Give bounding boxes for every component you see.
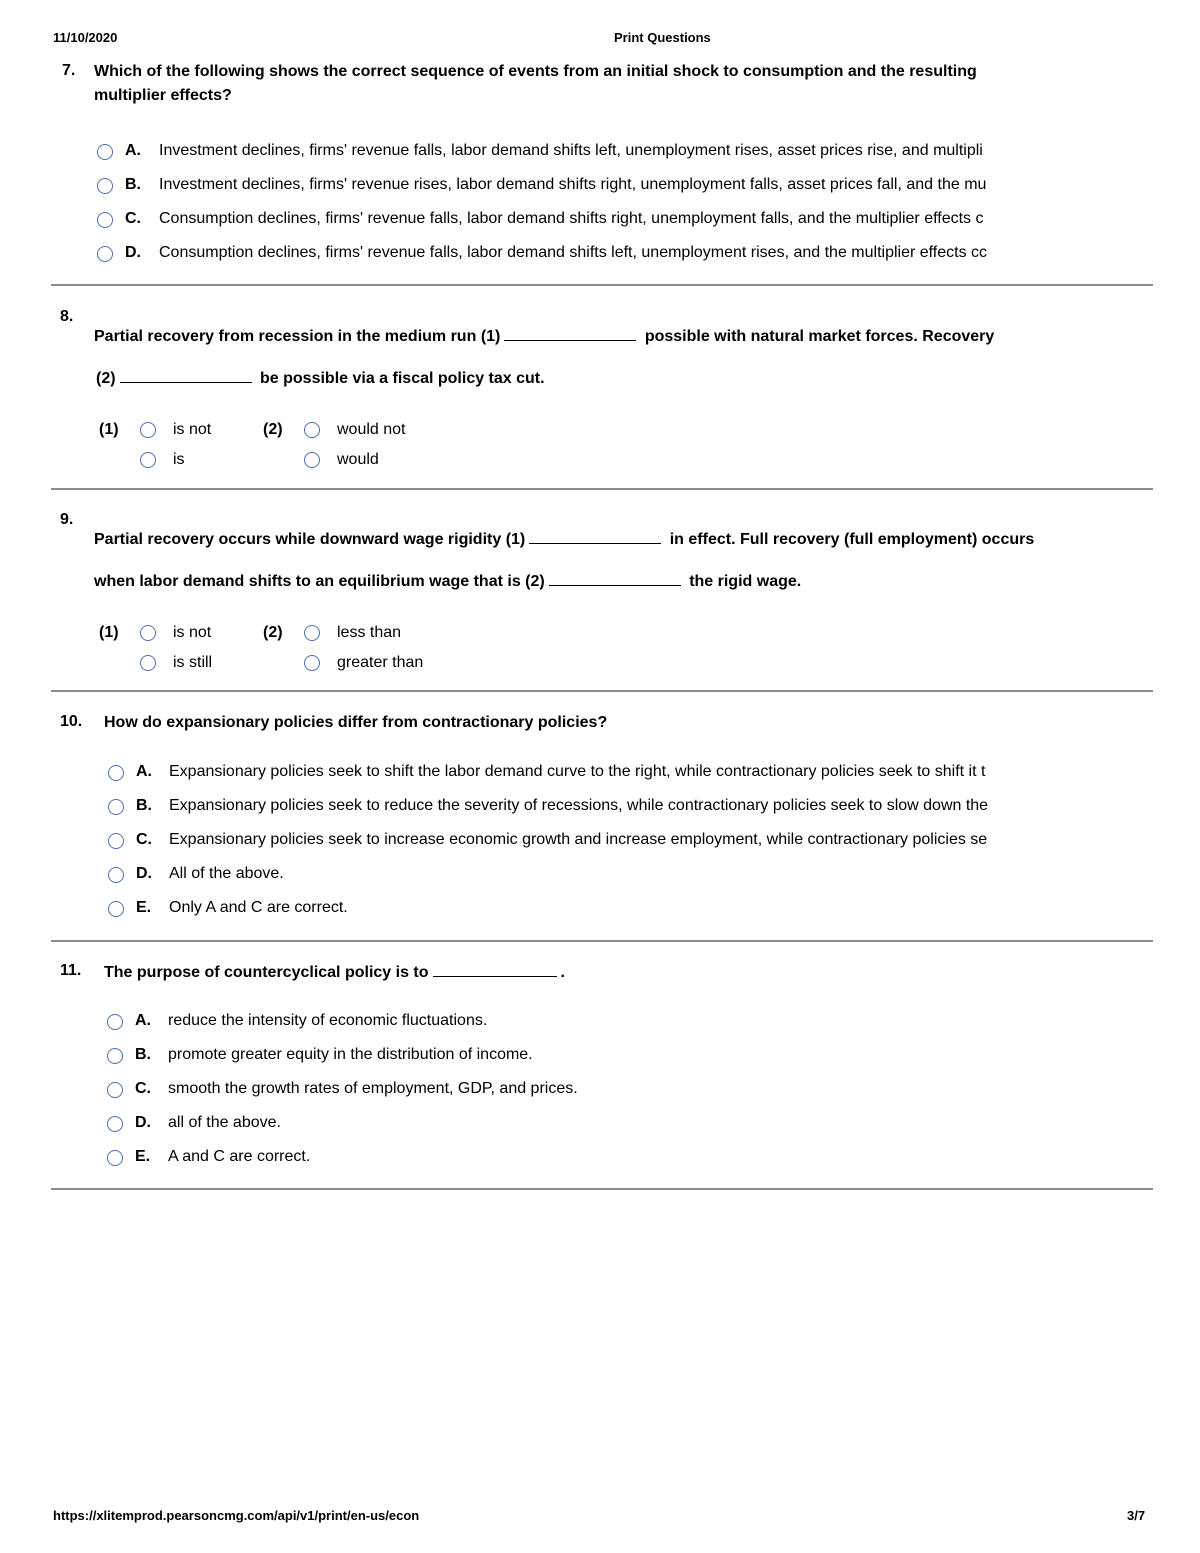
radio-button[interactable] <box>97 212 113 228</box>
option-letter: E. <box>136 899 152 916</box>
stem-punctuation: . <box>560 964 565 981</box>
question-number: 7. <box>62 62 76 79</box>
option-letter: B. <box>135 1046 151 1063</box>
blank-label: (1) <box>480 328 501 345</box>
question-stem: How do expansionary policies differ from contractionary policies? <box>104 714 608 731</box>
blank-label: (2) <box>96 370 116 387</box>
option-letter: B. <box>136 797 152 814</box>
stem-text: Partial recovery occurs while downward wage rigidity <box>94 531 502 548</box>
option-letter: A. <box>135 1012 151 1029</box>
option-text: is <box>173 451 185 468</box>
option-text: All of the above. <box>169 865 284 882</box>
option-text: A and C are correct. <box>168 1148 311 1165</box>
stem-text: in effect. Full recovery (full employment) occurs <box>669 531 1035 548</box>
answer-blank <box>120 368 252 383</box>
radio-button[interactable] <box>108 833 124 849</box>
radio-button[interactable] <box>107 1116 123 1132</box>
question-stem-continued <box>94 571 801 592</box>
radio-button[interactable] <box>140 422 156 438</box>
option-text: is still <box>173 654 213 671</box>
option-text: Expansionary policies seek to increase economic growth and increase employment, while contractionary policies se <box>169 831 988 848</box>
option-text: would <box>337 451 379 468</box>
question-number: 8. <box>60 308 74 325</box>
radio-button[interactable] <box>304 422 320 438</box>
option-letter: A. <box>136 763 152 780</box>
radio-button[interactable] <box>140 625 156 641</box>
radio-button[interactable] <box>107 1014 123 1030</box>
option-d[interactable] <box>107 1114 1145 1136</box>
radio-button[interactable] <box>108 799 124 815</box>
page-url: https://xlitemprod.pearsoncmg.com/api/v1/print/en-us/econ <box>53 1508 420 1523</box>
blank-label: (1) <box>505 531 526 548</box>
option-letter: C. <box>135 1080 151 1097</box>
radio-button[interactable] <box>140 452 156 468</box>
radio-button[interactable] <box>108 765 124 781</box>
option-text: Only A and C are correct. <box>169 899 348 916</box>
option-text: Expansionary policies seek to reduce the severity of recessions, while contractionary policies seek to slow down the <box>169 797 989 814</box>
option-text: smooth the growth rates of employment, GDP, and prices. <box>168 1080 578 1097</box>
option-letter: A. <box>125 142 141 159</box>
question-stem-continued: multiplier effects? <box>94 87 232 104</box>
option-letter: D. <box>136 865 152 882</box>
question-number: 10. <box>60 713 83 730</box>
dropdown-1-label: (1) <box>99 624 119 641</box>
question-stem <box>94 529 1034 550</box>
page-title: Print Questions <box>614 30 711 45</box>
option-e[interactable] <box>107 1148 1145 1170</box>
option-text: is not <box>173 421 212 438</box>
dropdown-2-label: (2) <box>263 624 283 641</box>
option-c[interactable] <box>108 831 1146 853</box>
radio-button[interactable] <box>97 144 113 160</box>
radio-button[interactable] <box>108 867 124 883</box>
option-letter: D. <box>125 244 141 261</box>
dropdown-2-label: (2) <box>263 421 283 438</box>
option-d[interactable] <box>108 865 1146 887</box>
option-text: Consumption declines, firms' revenue falls, labor demand shifts right, unemployment falls, and the multiplier effects c <box>159 210 984 227</box>
option-letter: C. <box>125 210 141 227</box>
divider <box>51 940 1153 942</box>
option-b[interactable] <box>108 797 1146 819</box>
option-text: greater than <box>337 654 424 671</box>
question-stem: Which of the following shows the correct sequence of events from an initial shock to consumption and the resulting <box>94 63 977 80</box>
page-number: 3/7 <box>1127 1508 1146 1523</box>
option-text: all of the above. <box>168 1114 281 1131</box>
answer-blank <box>529 529 661 544</box>
option-a[interactable] <box>97 142 1145 164</box>
question-stem-continued <box>96 368 545 389</box>
divider <box>51 488 1153 490</box>
option-text: would not <box>337 421 406 438</box>
option-letter: B. <box>125 176 141 193</box>
option-text: reduce the intensity of economic fluctuations. <box>168 1012 488 1029</box>
option-text: Investment declines, firms' revenue falls, labor demand shifts left, unemployment rises, asset prices rise, and multipli <box>159 142 983 159</box>
stem-text: Partial recovery from recession in the medium run <box>94 328 477 345</box>
option-a[interactable] <box>107 1012 1145 1034</box>
question-number: 11. <box>60 962 82 979</box>
radio-button[interactable] <box>304 452 320 468</box>
option-letter: E. <box>135 1148 151 1165</box>
stem-text: the rigid wage. <box>689 573 802 590</box>
option-a[interactable] <box>108 763 1146 785</box>
answer-blank <box>433 962 557 977</box>
divider <box>51 284 1153 286</box>
radio-button[interactable] <box>304 655 320 671</box>
option-text: promote greater equity in the distribution of income. <box>168 1046 533 1063</box>
radio-button[interactable] <box>97 178 113 194</box>
option-text: is not <box>173 624 212 641</box>
print-date: 11/10/2020 <box>53 30 118 45</box>
option-letter: D. <box>135 1114 151 1131</box>
option-c[interactable] <box>107 1080 1145 1102</box>
radio-button[interactable] <box>97 246 113 262</box>
stem-text: when labor demand shifts to an equilibrium wage that is <box>94 573 521 590</box>
answer-blank <box>504 326 636 341</box>
option-e[interactable] <box>108 899 1146 921</box>
option-c[interactable] <box>97 210 1145 232</box>
radio-button[interactable] <box>107 1150 123 1166</box>
option-b[interactable] <box>97 176 1145 198</box>
stem-text: The purpose of countercyclical policy is to <box>104 964 429 981</box>
option-b[interactable] <box>107 1046 1145 1068</box>
radio-button[interactable] <box>140 655 156 671</box>
stem-text: possible with natural market forces. Recovery <box>644 328 995 345</box>
divider <box>51 1188 1153 1190</box>
stem-text: be possible via a fiscal policy tax cut. <box>260 370 545 387</box>
radio-button[interactable] <box>107 1048 123 1064</box>
divider <box>51 690 1153 692</box>
option-d[interactable] <box>97 244 1145 266</box>
radio-button[interactable] <box>108 901 124 917</box>
dropdown-1-label: (1) <box>99 421 119 438</box>
question-number: 9. <box>60 511 74 528</box>
option-text: Investment declines, firms' revenue rises, labor demand shifts right, unemployment falls, asset prices fall, and the mu <box>159 176 987 193</box>
option-text: Expansionary policies seek to shift the labor demand curve to the right, while contractionary policies seek to shift it t <box>169 763 986 780</box>
answer-blank <box>549 571 681 586</box>
radio-button[interactable] <box>304 625 320 641</box>
question-stem <box>104 962 565 983</box>
radio-button[interactable] <box>107 1082 123 1098</box>
option-text: less than <box>337 624 402 641</box>
option-letter: C. <box>136 831 152 848</box>
blank-label: (2) <box>525 573 545 590</box>
option-text: Consumption declines, firms' revenue falls, labor demand shifts left, unemployment rises, and the multiplier effects cc <box>159 244 988 261</box>
question-stem <box>94 326 994 347</box>
